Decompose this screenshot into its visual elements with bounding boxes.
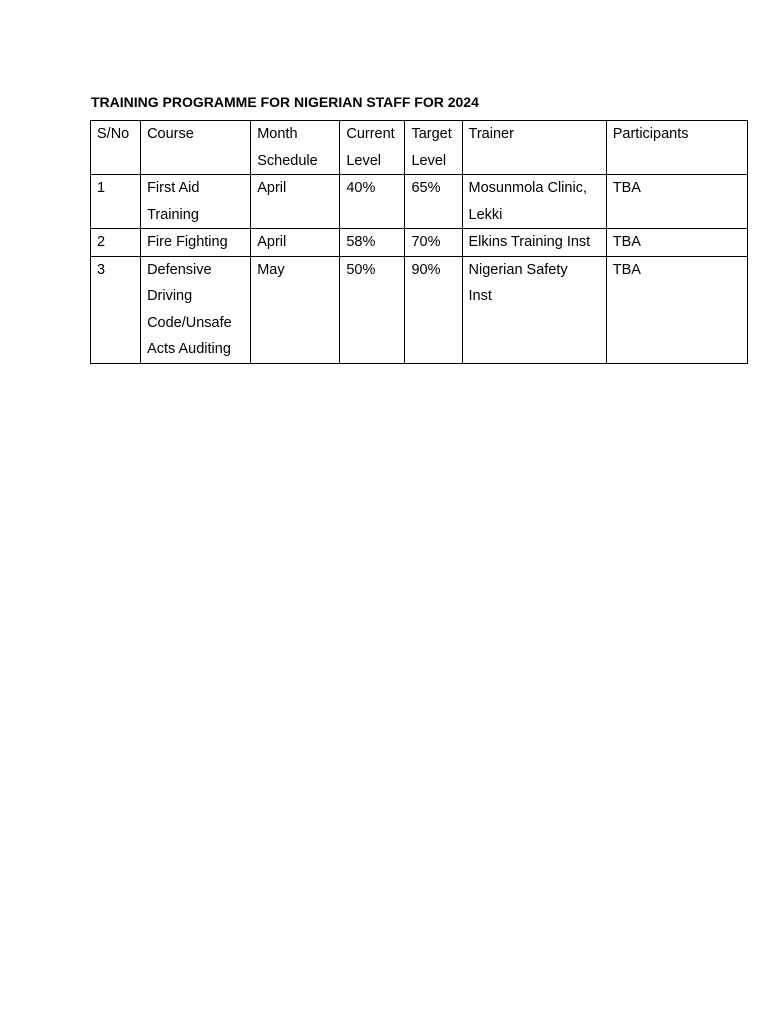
cell-current-level: 58% [340,229,405,257]
cell-month: April [251,175,340,229]
cell-participants: TBA [606,175,747,229]
cell-sno: 3 [91,256,141,363]
cell-current-level: 40% [340,175,405,229]
cell-course: Fire Fighting [141,229,251,257]
header-cell-course: Course [141,121,251,175]
table-row [91,175,748,229]
cell-current-level: 50% [340,256,405,363]
cell-target-level: 90% [405,256,462,363]
cell-target-level: 70% [405,229,462,257]
table-row [91,256,748,363]
cell-participants: TBA [606,256,747,363]
header-cell-participants: Participants [606,121,747,175]
header-month-text: Month Schedule [257,126,318,169]
table-row [91,229,748,257]
header-cell-month [251,121,340,175]
cell-course [141,175,251,229]
header-current-text: Current Level [346,126,395,169]
header-cell-sno: S/No [91,121,141,175]
cell-month: May [251,256,340,363]
cell-course [141,256,251,363]
cell-month: April [251,229,340,257]
header-target-text: Target Level [411,126,452,169]
header-cell-target [405,121,462,175]
cell-trainer: Elkins Training Inst [462,229,606,257]
table-header-row [91,121,748,175]
cell-sno: 1 [91,175,141,229]
trainer-text: Nigerian Safety Inst [468,261,568,304]
cell-target-level: 65% [405,175,462,229]
cell-trainer: Mosunmola Clinic, Lekki [462,175,606,229]
document-title: TRAINING PROGRAMME FOR NIGERIAN STAFF FOR 2024 [91,94,479,110]
cell-sno: 2 [91,229,141,257]
cell-trainer [462,256,606,363]
header-cell-trainer: Trainer [462,121,606,175]
course-text: First Aid Training [147,180,200,223]
course-text: Defensive Driving Code/Unsafe Acts Auditing [147,261,232,357]
cell-participants: TBA [606,229,747,257]
training-table [90,120,748,364]
header-cell-current [340,121,405,175]
